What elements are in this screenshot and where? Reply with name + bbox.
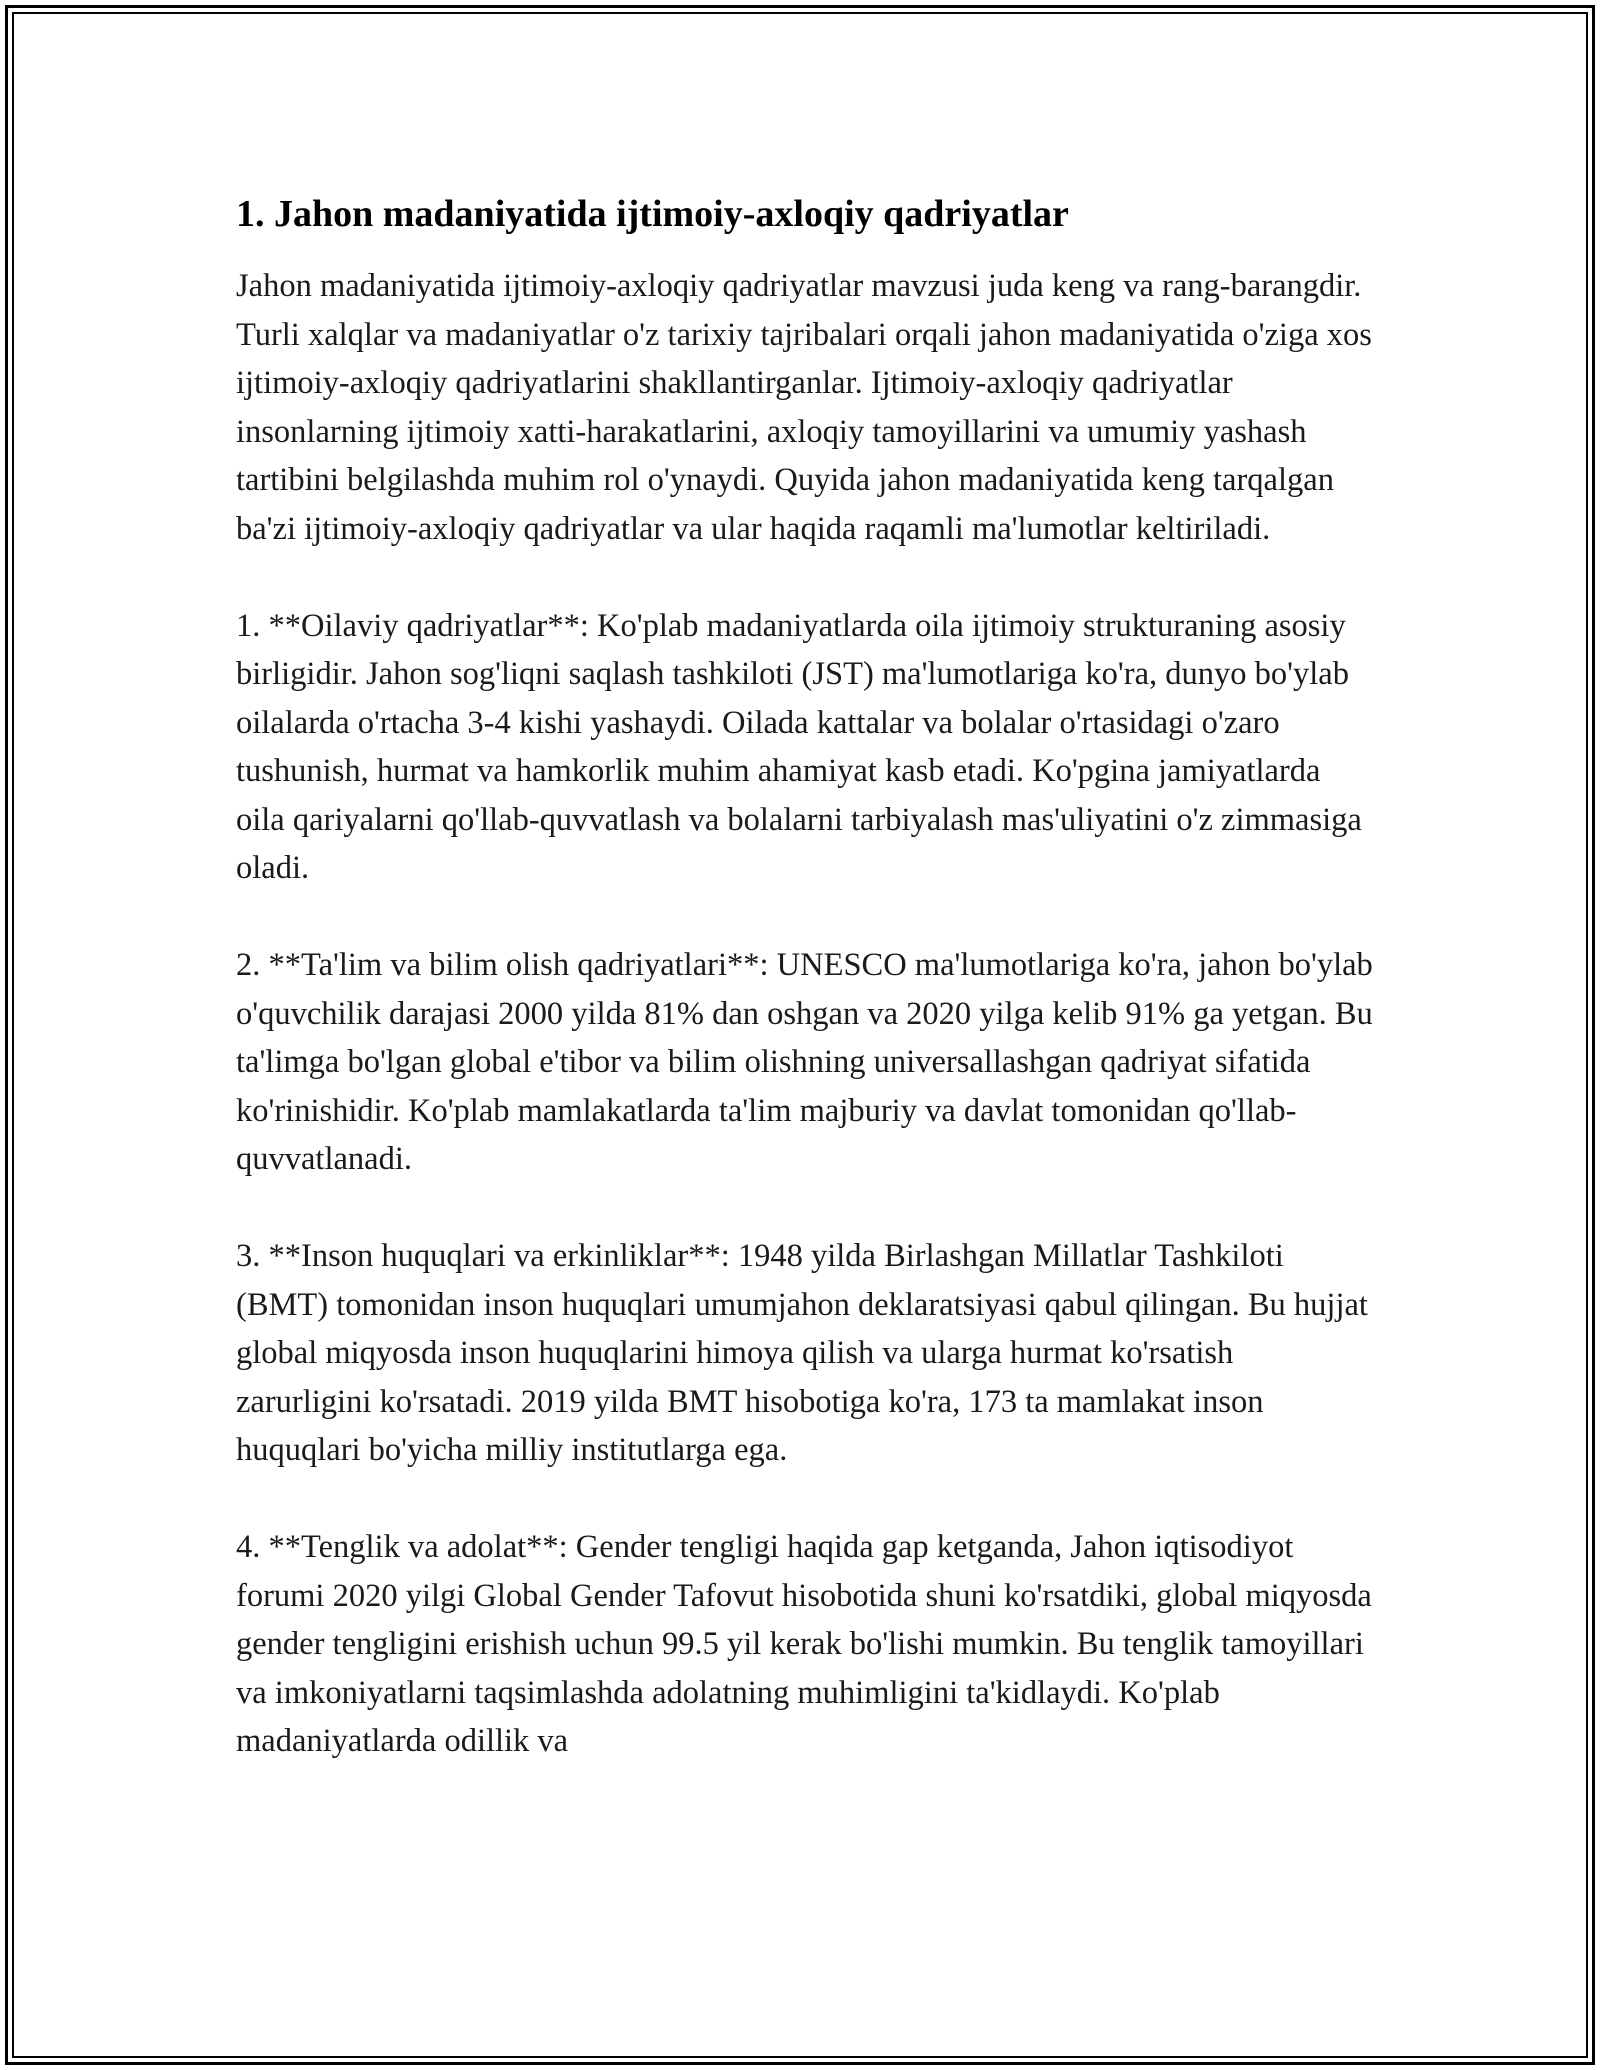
section-heading: 1. Jahon madaniyatida ijtimoiy-axloqiy qadriyatlar: [236, 193, 1069, 235]
paragraph-intro: Jahon madaniyatida ijtimoiy-axloqiy qadriyatlar mavzusi juda keng va rang-barangdir. Turli xalqlar va madaniyatlar o'z tarixiy tajribalari orqali jahon madaniyatida o'ziga xos ijtimoiy-axloqiy qadriyatlarini shakllantirganlar. Ijtimoiy-axloqiy qadriyatlar insonlarning ijtimoiy xatti-harakatlarini, axloqiy tamoyillarini va umumiy yashash tartibini belgilashda muhim rol o'ynaydi. Quyida jahon madaniyatida keng tarqalgan ba'zi ijtimoiy-axloqiy qadriyatlar va ular haqida raqamli ma'lumotlar keltiriladi.: [236, 268, 1372, 547]
paragraph-equality-justice: 4. **Tenglik va adolat**: Gender tengligi haqida gap ketganda, Jahon iqtisodiyot forumi 2020 yilgi Global Gender Tafovut hisobotida shuni ko'rsatdiki, global miqyosda gender tengligini erishish uchun 99.5 yil kerak bo'lishi mumkin. Bu tenglik tamoyillari va imkoniyatlarni taqsimlashda adolatning muhimligini ta'kidlaydi. Ko'plab madaniyatlarda odillik va: [236, 1529, 1372, 1759]
paragraph-family-values: 1. **Oilaviy qadriyatlar**: Ko'plab madaniyatlarda oila ijtimoiy strukturaning asosiy birligidir. Jahon sog'liqni saqlash tashkiloti (JST) ma'lumotlariga ko'ra, dunyo bo'ylab oilalarda o'rtacha 3-4 kishi yashaydi. Oilada kattalar va bolalar o'rtasidagi o'zaro tushunish, hurmat va hamkorlik muhim ahamiyat kasb etadi. Ko'pgina jamiyatlarda oila qariyalarni qo'llab-quvvatlash va bolalarni tarbiyalash mas'uliyatini o'z zimmasiga oladi.: [236, 607, 1362, 886]
paragraph-human-rights: 3. **Inson huquqlari va erkinliklar**: 1948 yilda Birlashgan Millatlar Tashkiloti (BMT) tomonidan inson huquqlari umumjahon deklaratsiyasi qabul qilingan. Bu hujjat global miqyosda inson huquqlarini himoya qilish va ularga hurmat ko'rsatish zarurligini ko'rsatadi. 2019 yilda BMT hisobotiga ko'ra, 173 ta mamlakat inson huquqlari bo'yicha milliy institutlarga ega.: [236, 1238, 1368, 1468]
paragraph-education-values: 2. **Ta'lim va bilim olish qadriyatlari**: UNESCO ma'lumotlariga ko'ra, jahon bo'ylab o'quvchilik darajasi 2000 yilda 81% dan oshgan va 2020 yilga kelib 91% ga yetgan. Bu ta'limga bo'lgan global e'tibor va bilim olishning universallashgan qadriyat sifatida ko'rinishidir. Ko'plab mamlakatlarda ta'lim majburiy va davlat tomonidan qo'llab-quvvatlanadi.: [236, 947, 1373, 1177]
document-body: [236, 190, 1376, 1766]
